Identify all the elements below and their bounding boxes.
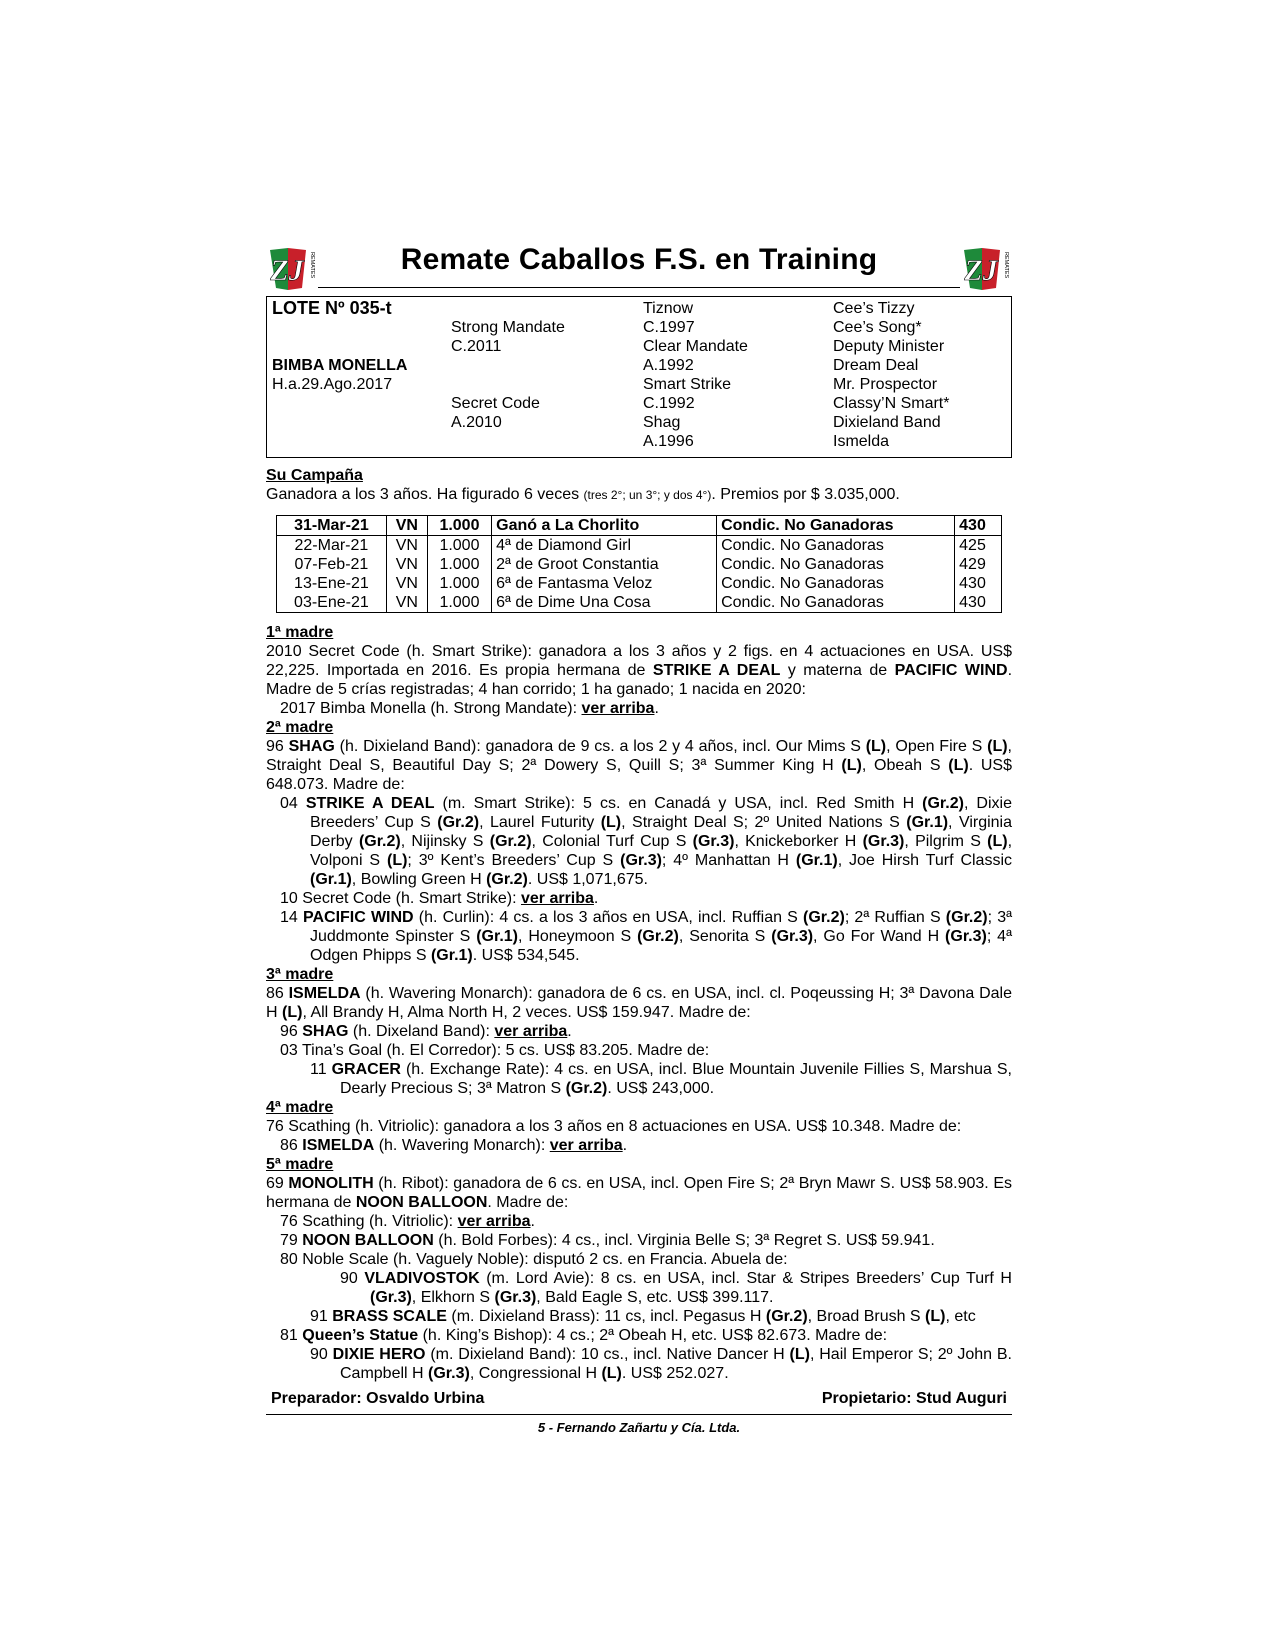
section-heading: 5ª madre (266, 1156, 334, 1173)
race-date-cell: 07-Feb-21 (277, 555, 387, 574)
owner-label: Propietario: Stud Auguri (821, 1390, 1007, 1407)
section-heading: 1ª madre (266, 624, 334, 641)
horse-name: BIMBA MONELLA (272, 357, 408, 374)
dam-paragraph: 96 SHAG (h. Dixieland Band): ganadora de 9 cs. a los 2 y 4 años, incl. Our Mims S (L), Open Fire S (L), Straight Deal S, Beautiful Day S; 2ª Dowery S, Quill S; 3ª Summer King H (L), Obeah S (L). US$ 648.073. Madre de: (266, 738, 1013, 793)
zj-remates-logo (960, 244, 1012, 294)
footer-credits (266, 1389, 1012, 1408)
campaign-summary: Ganadora a los 3 años. Ha figurado 6 veces (tres 2°; un 3°; y dos 4°). Premios por $ 3.035,000. (266, 486, 900, 503)
madre2-section (266, 718, 1012, 965)
page-title: Remate Caballos F.S. en Training (400, 243, 878, 276)
dam-paragraph: 86 ISMELDA (h. Wavering Monarch): ganadora de 6 cs. en USA, incl. cl. Poqeussing H; 3ª Davona Dale H (L), All Brandy H, Alma North H, 2 veces. US$ 159.947. Madre de: (266, 985, 1012, 1021)
race-row (277, 555, 1002, 574)
offspring-line: 11 GRACER (h. Exchange Rate): 4 cs. en USA, incl. Blue Mountain Juvenile Fillies S, Marshua S, Dearly Precious S; 3ª Matron S (Gr.2). US$ 243,000. (310, 1061, 1012, 1097)
great-grandparent: Ismelda (833, 433, 890, 450)
race-cond-cell: Condic. No Ganadoras (717, 593, 955, 613)
race-weight-cell: 430 (955, 516, 1002, 536)
pedigree-grandparents-column (643, 299, 823, 451)
race-result-cell: 4ª de Diamond Girl (492, 536, 717, 556)
grandparent-info: A.1996 (643, 433, 694, 450)
race-row (277, 574, 1002, 593)
svg-text:REMATES: REMATES (1003, 252, 1009, 279)
race-cond-cell: Condic. No Ganadoras (717, 536, 955, 556)
offspring-line: 91 BRASS SCALE (m. Dixieland Brass): 11 cs, incl. Pegasus H (Gr.2), Broad Brush S (L), etc (310, 1308, 976, 1325)
race-cond-cell: Condic. No Ganadoras (717, 516, 955, 536)
section-heading: 3ª madre (266, 966, 334, 983)
footer-rule (266, 1414, 1012, 1415)
race-track-cell: VN (386, 516, 427, 536)
race-date-cell: 13-Ene-21 (277, 574, 387, 593)
race-date-cell: 22-Mar-21 (277, 536, 387, 556)
document-page (266, 240, 1012, 1437)
race-dist-cell: 1.000 (427, 574, 491, 593)
offspring-line: 79 NOON BALLOON (h. Bold Forbes): 4 cs., incl. Virginia Belle S; 3ª Regret S. US$ 59.941. (280, 1232, 935, 1249)
pedigree-box (266, 296, 1012, 458)
race-cond-cell: Condic. No Ganadoras (717, 555, 955, 574)
race-dist-cell: 1.000 (427, 536, 491, 556)
section-heading: 2ª madre (266, 719, 334, 736)
grandparent-info: C.1992 (643, 395, 695, 412)
race-dist-cell: 1.000 (427, 516, 491, 536)
grandparent: Clear Mandate (643, 338, 748, 355)
pedigree-great-grandparents-column (833, 299, 1013, 451)
madre5-section (266, 1155, 1012, 1383)
race-result-cell: 2ª de Groot Constantia (492, 555, 717, 574)
dam-info: A.2010 (451, 414, 502, 431)
grandparent: Tiznow (643, 300, 694, 317)
race-date-cell: 31-Mar-21 (277, 516, 387, 536)
offspring-line: 86 ISMELDA (h. Wavering Monarch): ver arriba. (280, 1137, 628, 1154)
grandparent: Smart Strike (643, 376, 732, 393)
great-grandparent: Dixieland Band (833, 414, 941, 431)
dam-paragraph: 69 MONOLITH (h. Ribot): ganadora de 6 cs. en USA, incl. Open Fire S; 2ª Bryn Mawr S. US$ 58.903. Es hermana de NOON BALLOON. Madre de: (266, 1175, 1012, 1211)
race-track-cell: VN (386, 593, 427, 613)
race-row (277, 593, 1002, 613)
zj-remates-logo (266, 244, 318, 294)
race-result-cell: 6ª de Fantasma Veloz (492, 574, 717, 593)
great-grandparent: Cee’s Tizzy (833, 300, 915, 317)
race-dist-cell: 1.000 (427, 593, 491, 613)
race-track-cell: VN (386, 536, 427, 556)
dam-paragraph: 76 Scathing (h. Vitriolic): ganadora a los 3 años en 8 actuaciones en USA. US$ 10.348. Madre de: (266, 1118, 962, 1135)
offspring-line: 80 Noble Scale (h. Vaguely Noble): disputó 2 cs. en Francia. Abuela de: (280, 1251, 788, 1268)
madre4-section (266, 1098, 1012, 1155)
svg-text:ZJ: ZJ (964, 254, 998, 287)
grandparent-info: C.1997 (643, 319, 695, 336)
offspring-line: 81 Queen’s Statue (h. King’s Bishop): 4 cs.; 2ª Obeah H, etc. US$ 82.673. Madre de: (280, 1327, 888, 1344)
great-grandparent: Mr. Prospector (833, 376, 938, 393)
lot-number: LOTE Nº 035-t (272, 298, 392, 318)
race-weight-cell: 425 (959, 537, 986, 554)
pedigree-horse-column (272, 299, 442, 394)
great-grandparent: Dream Deal (833, 357, 919, 374)
offspring-line: 04 STRIKE A DEAL (m. Smart Strike): 5 cs. en Canadá y USA, incl. Red Smith H (Gr.2), Dixie Breeders’ Cup S (Gr.2), Laurel Futurity (L), Straight Deal S; 2º United Nations S (Gr.1), Virginia Derby (Gr.2), Nijinsky S (Gr.2), Colonial Turf Cup S (Gr.3), Knickeborker H (Gr.3), Pilgrim S (L), Volponi S (L); 3º Kent’s Breeders’ Cup S (Gr.3); 4º Manhattan H (Gr.1), Joe Hirsh Turf Classic (Gr.1), Bowling Green H (Gr.2). US$ 1,071,675. (280, 795, 1013, 888)
race-weight-cell: 429 (959, 556, 986, 573)
trainer-label: Preparador: Osvaldo Urbina (271, 1390, 485, 1407)
dam-paragraph: 2010 Secret Code (h. Smart Strike): ganadora a los 3 años y 2 figs. en 4 actuaciones en USA. US$ 22,225. Importada en 2016. Es propia hermana de STRIKE A DEAL y materna de PACIFIC WIND. Madre de 5 crías registradas; 4 han corrido; 1 ha ganado; 1 nacida en 2020: (266, 643, 1013, 698)
page-footer: 5 - Fernando Zañartu y Cía. Ltda. (537, 1420, 741, 1435)
horse-info: H.a.29.Ago.2017 (272, 376, 393, 393)
offspring-line: 03 Tina’s Goal (h. El Corredor): 5 cs. US$ 83.205. Madre de: (280, 1042, 710, 1059)
offspring-line: 96 SHAG (h. Dixeland Band): ver arriba. (280, 1023, 572, 1040)
grandparent: Shag (643, 414, 681, 431)
race-results-table (276, 515, 1002, 613)
grandparent-info: A.1992 (643, 357, 694, 374)
race-weight-cell: 430 (959, 594, 986, 611)
race-date-cell: 03-Ene-21 (277, 593, 387, 613)
great-grandparent: Classy’N Smart* (833, 395, 950, 412)
page-header (266, 240, 1012, 296)
madre3-section (266, 965, 1012, 1098)
race-row (277, 536, 1002, 556)
section-heading: 4ª madre (266, 1099, 334, 1116)
campaign-section (266, 466, 1012, 613)
offspring-line: 90 VLADIVOSTOK (m. Lord Avie): 8 cs. en USA, incl. Star & Stripes Breeders’ Cup Turf H (Gr.3), Elkhorn S (Gr.3), Bald Eagle S, etc. US$ 399.117. (340, 1270, 1012, 1306)
race-row (277, 516, 1002, 536)
svg-text:REMATES: REMATES (309, 252, 315, 279)
dam-name: Secret Code (451, 395, 540, 412)
race-weight-cell: 430 (959, 575, 986, 592)
offspring-line: 2017 Bimba Monella (h. Strong Mandate): ver arriba. (280, 700, 659, 717)
sire-info: C.2011 (451, 338, 502, 355)
svg-text:ZJ: ZJ (270, 254, 304, 287)
pedigree-parents-column (451, 299, 631, 432)
offspring-line: 90 DIXIE HERO (m. Dixieland Band): 10 cs., incl. Native Dancer H (L), Hail Emperor S; 2º John B. Campbell H (Gr.3), Congressional H (L). US$ 252.027. (310, 1346, 1013, 1382)
title-underline (318, 287, 960, 288)
offspring-line: 10 Secret Code (h. Smart Strike): ver arriba. (280, 890, 599, 907)
race-result-cell: 6ª de Dime Una Cosa (492, 593, 717, 613)
race-track-cell: VN (386, 555, 427, 574)
race-dist-cell: 1.000 (427, 555, 491, 574)
great-grandparent: Deputy Minister (833, 338, 945, 355)
offspring-line: 76 Scathing (h. Vitriolic): ver arriba. (280, 1213, 535, 1230)
campaign-heading: Su Campaña (266, 467, 363, 484)
offspring-line: 14 PACIFIC WIND (h. Curlin): 4 cs. a los 3 años en USA, incl. Ruffian S (Gr.2); 2ª Ruffian S (Gr.2); 3ª Juddmonte Spinster S (Gr.1), Honeymoon S (Gr.2), Senorita S (Gr.3), Go For Wand H (Gr.3); 4ª Odgen Phipps S (Gr.1). US$ 534,545. (280, 909, 1013, 964)
race-cond-cell: Condic. No Ganadoras (717, 574, 955, 593)
race-track-cell: VN (386, 574, 427, 593)
sire-name: Strong Mandate (451, 319, 565, 336)
race-result-cell: Ganó a La Chorlito (492, 516, 717, 536)
great-grandparent: Cee’s Song* (833, 319, 922, 336)
madre1-section (266, 623, 1012, 718)
